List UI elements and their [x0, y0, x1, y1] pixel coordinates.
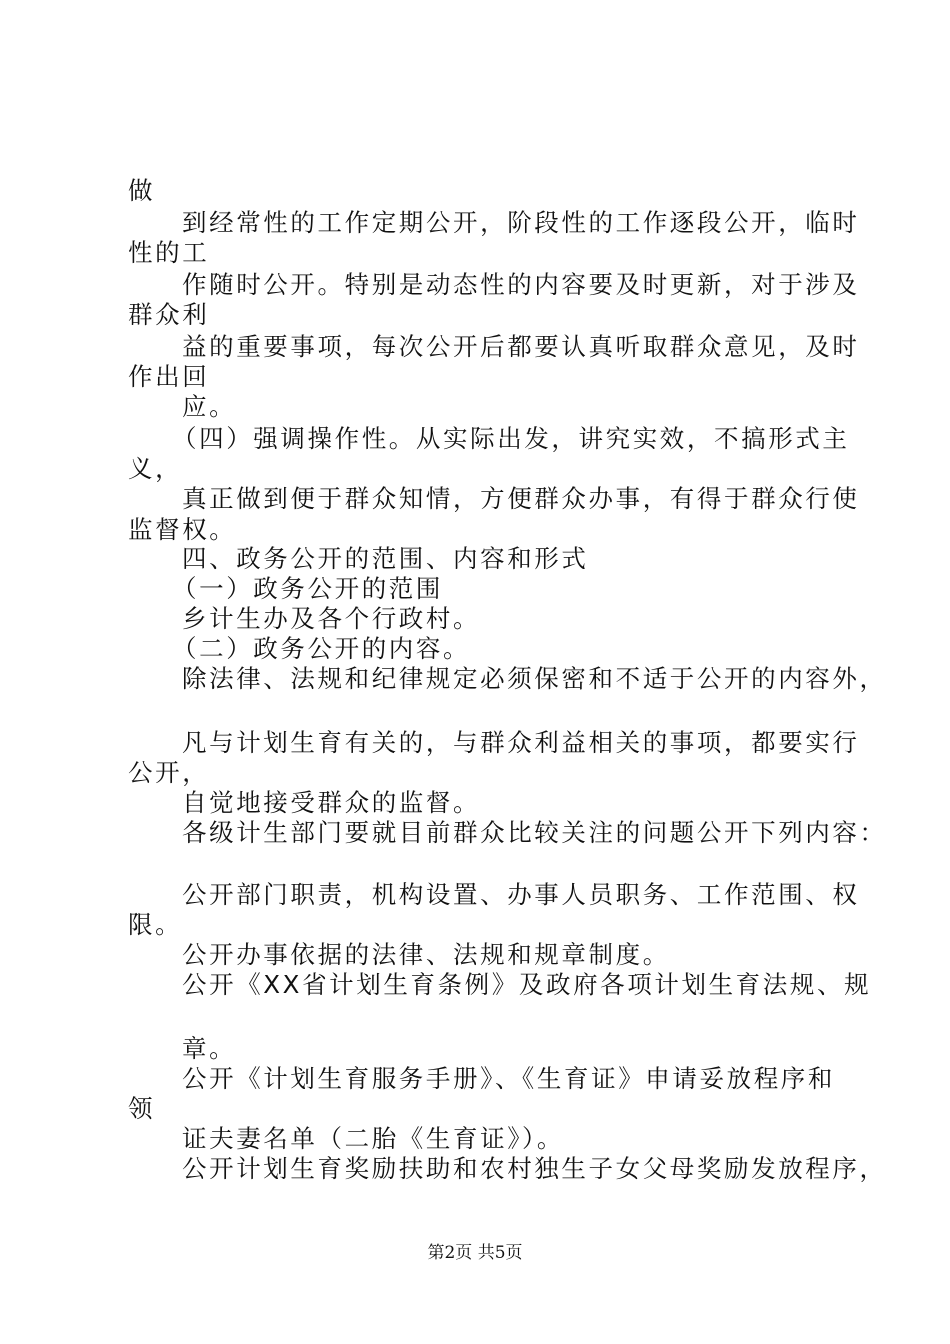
list-item: 公开办事依据的法律、法规和规章制度。 — [182, 940, 670, 969]
text-line: 性的工 — [128, 238, 210, 267]
text-line: 除法律、法规和纪律规定必须保密和不适于公开的内容外， — [182, 664, 887, 693]
text-line: 做 — [128, 176, 156, 205]
text-line: 自觉地接受群众的监督。 — [182, 788, 481, 817]
list-item: 公开《计划生育服务手册》、《生育证》申请妥放程序和 — [182, 1064, 835, 1093]
text-line: 作随时公开。特别是动态性的内容要及时更新，对于涉及 — [182, 270, 860, 299]
subsection-heading: （二）政务公开的内容。 — [172, 634, 471, 663]
text-line: 义， — [128, 454, 183, 483]
list-item: 公开部门职责，机构设置、办事人员职务、工作范围、权 — [182, 880, 860, 909]
subsection-heading: （一）政务公开的范围 — [172, 574, 443, 603]
text-line: （四）强调操作性。从实际出发，讲究实效，不搞形式主 — [172, 424, 850, 453]
text-line: 各级计生部门要就目前群众比较关注的问题公开下列内容： — [182, 818, 887, 847]
text-line: 群众利 — [128, 300, 210, 329]
list-item: 公开计划生育奖励扶助和农村独生子女父母奖励发放程序， — [182, 1154, 887, 1183]
text-line: 到经常性的工作定期公开，阶段性的工作逐段公开，临时 — [182, 208, 860, 237]
text-line: 限。 — [128, 910, 183, 939]
text-line: 凡与计划生育有关的，与群众利益相关的事项，都要实行 — [182, 728, 860, 757]
text-line: 公开， — [128, 758, 210, 787]
text-line: 应。 — [182, 392, 237, 421]
section-heading: 四、政务公开的范围、内容和形式 — [182, 544, 589, 573]
text-line: 真正做到便于群众知情，方便群众办事，有得于群众行使 — [182, 484, 860, 513]
text-line: 作出回 — [128, 362, 210, 391]
text-line: 监督权。 — [128, 515, 237, 544]
text-line: 领 — [128, 1094, 156, 1123]
text-line: 章。 — [182, 1034, 237, 1063]
list-item: 公开《XX省计划生育条例》及政府各项计划生育法规、规 — [182, 970, 872, 999]
page-footer: 第2页 共5页 — [427, 1243, 523, 1263]
text-line: 益的重要事项，每次公开后都要认真听取群众意见，及时 — [182, 332, 860, 361]
text-line: 乡计生办及各个行政村。 — [182, 604, 481, 633]
text-line: 证夫妻名单（二胎《生育证》）。 — [182, 1124, 564, 1153]
